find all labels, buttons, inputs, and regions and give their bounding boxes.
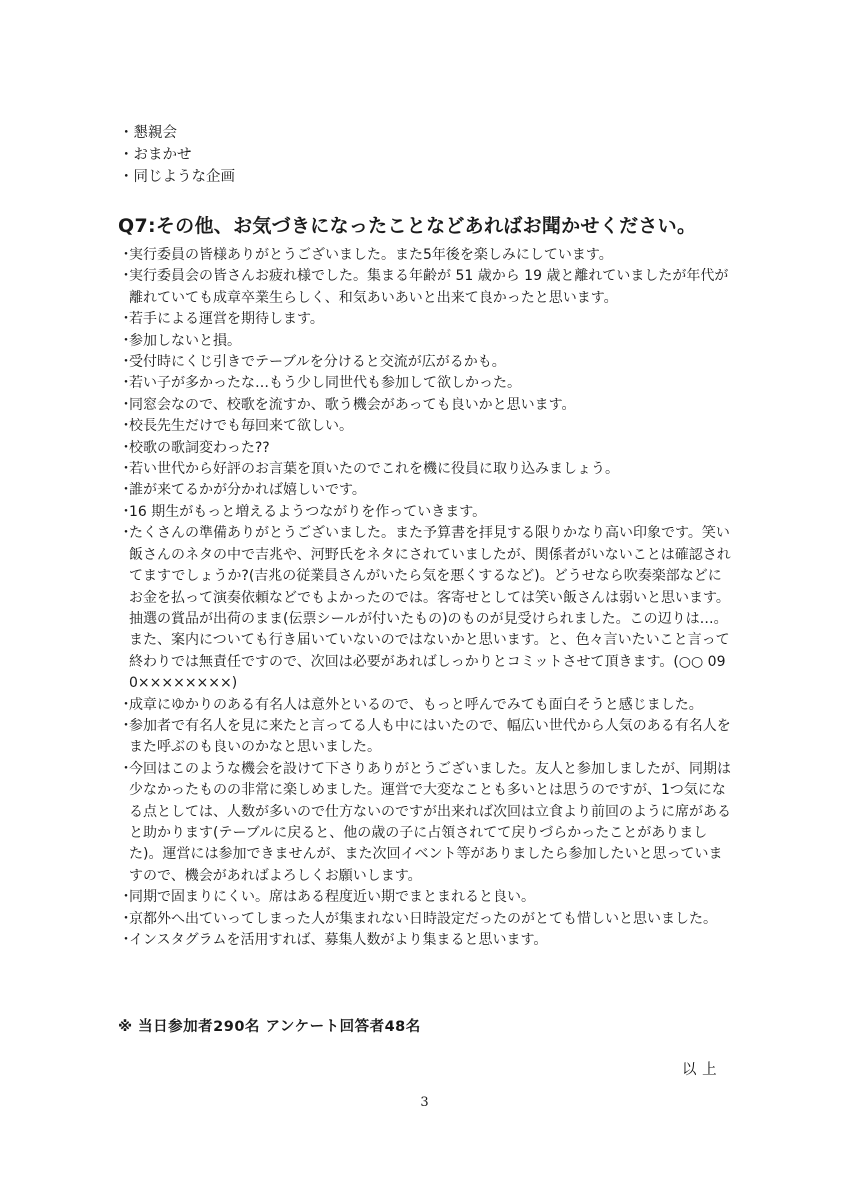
bullet-mark: ・ xyxy=(119,396,133,413)
answer-item xyxy=(119,395,733,416)
answer-text: 16 期生がもっと増えるようつながりを作っていきます。 xyxy=(129,503,487,520)
bullet-mark: ・ xyxy=(119,717,133,734)
answer-text: 受付時にくじ引きでテーブルを分けると交流が広がるかも。 xyxy=(129,354,506,371)
bullet-mark: ・ xyxy=(119,760,133,777)
answer-text: 誰が来てるかが分かれば嬉しいです。 xyxy=(129,482,366,499)
answer-text: 若い世代から好評のお言葉を頂いたのでこれを機に役員に取り込みましょう。 xyxy=(129,461,619,478)
bullet-mark: ・ xyxy=(119,910,133,927)
answer-text: 校長先生だけでも毎回来て欲しい。 xyxy=(129,418,353,435)
closing-mark: 以 上 xyxy=(682,1062,718,1078)
answer-item xyxy=(119,695,733,716)
participant-summary: ※ 当日参加者290名 アンケート回答者48名 xyxy=(118,1019,421,1035)
answer-text: 参加者で有名人を見に来たと言ってる人も中にはいたので、幅広い世代から人気のある有名人をまた呼ぶのも良いのかなと思いました。 xyxy=(129,717,731,756)
answer-text: たくさんの準備ありがとうございました。また予算書を拝見する限りかなり高い印象です。笑い飯さんのネタの中で吉兆や、河野氏をネタにされていましたが、関係者がいないことは確認されてますでしょうか?(吉兆の従業員さんがいたら気を悪くするなど)。どうせなら吹奏楽部などにお金を払って演奏依頼などでもよかったのでは。客寄せとしては笑い飯さんは弱いと思います。抽選の賞品が出荷のまま(伝票シールが付いたもの)のものが見受けられました。この辺りは…。また、案内についても行き届いていないのではないかと思います。と、色々言いたいこと言って終わりでは無責任ですので、次回は必要があればしっかりとコミットさせて頂きます。(○○ 090××××××××) xyxy=(129,525,731,692)
answer-text: インスタグラムを活用すれば、募集人数がより集まると思います。 xyxy=(129,932,548,948)
answer-text: 実行委員の皆様ありがとうございました。また5年後を楽しみにしています。 xyxy=(129,247,613,263)
list-item: ・同じような企画 xyxy=(119,169,235,185)
bullet-mark: ・ xyxy=(119,889,133,906)
answer-item xyxy=(119,887,733,908)
bullet-mark: ・ xyxy=(119,332,133,349)
bullet-mark: ・ xyxy=(119,696,133,713)
answer-text: 若手による運営を期待します。 xyxy=(129,311,324,328)
bullet-mark: ・ xyxy=(119,247,133,263)
answer-item xyxy=(119,352,733,373)
answer-item xyxy=(119,459,733,480)
bullet-mark: ・ xyxy=(119,375,133,392)
answers-list xyxy=(119,245,733,951)
bullet-mark: ・ xyxy=(119,354,133,371)
answer-text: 参加しないと損。 xyxy=(129,332,241,349)
bullet-mark: ・ xyxy=(119,439,133,456)
answer-text: 同期で固まりにくい。席はある程度近い期でまとまれると良い。 xyxy=(129,889,535,906)
answer-item xyxy=(119,245,733,266)
bullet-mark: ・ xyxy=(119,482,133,499)
answer-text: 同窓会なので、校歌を流すか、歌う機会があっても良いかと思います。 xyxy=(129,396,576,413)
bullet-mark: ・ xyxy=(119,311,133,328)
answer-item xyxy=(119,523,733,694)
answer-item xyxy=(119,909,733,930)
answer-text: 京都外へ出ていってしまった人が集まれない日時設定だったのがとても惜しいと思いました。 xyxy=(129,910,717,927)
bullet-mark: ・ xyxy=(119,461,133,478)
question-heading: Q7:その他、お気づきになったことなどあればお聞かせください。 xyxy=(118,215,697,237)
answer-item xyxy=(119,373,733,394)
list-item: ・懇親会 xyxy=(119,125,177,141)
answer-item xyxy=(119,930,733,951)
answer-item xyxy=(119,331,733,352)
answer-text: 実行委員会の皆さんお疲れ様でした。集まる年齢が 51 歳から 19 歳と離れていましたが年代が離れていても成章卒業生らしく、和気あいあいと出来て良かったと思います。 xyxy=(129,268,729,306)
answer-item xyxy=(119,716,733,759)
answer-item xyxy=(119,438,733,459)
bullet-mark: ・ xyxy=(119,503,133,520)
page-number: 3 xyxy=(420,1095,429,1110)
previous-answers-list xyxy=(119,122,235,188)
list-item: ・おまかせ xyxy=(119,147,192,163)
bullet-mark: ・ xyxy=(119,932,133,948)
answer-item xyxy=(119,759,733,887)
answer-item xyxy=(119,480,733,501)
answer-item xyxy=(119,309,733,330)
bullet-mark: ・ xyxy=(119,268,133,285)
bullet-mark: ・ xyxy=(119,418,133,435)
answer-item xyxy=(119,502,733,523)
answer-text: 今回はこのような機会を設けて下さりありがとうございました。友人と参加しましたが、同期は少なかったものの非常に楽しめました。運営で大変なことも多いとは思うのですが、1つ気になる点としては、人数が多いので仕方ないのですが出来れば次回は立食より前回のように席があると助かります(テーブルに戻ると、他の歳の子に占領されてて戻りづらかったことがありました)。運営には参加できませんが、また次回イベント等がありましたら参加したいと思っていますので、機会があればよろしくお願いします。 xyxy=(129,760,731,884)
answer-text: 若い子が多かったな…もう少し同世代も参加して欲しかった。 xyxy=(129,375,521,392)
answer-text: 校歌の歌詞変わった?? xyxy=(129,439,270,456)
answer-item xyxy=(119,266,733,309)
bullet-mark: ・ xyxy=(119,525,133,542)
answer-item xyxy=(119,416,733,437)
answer-text: 成章にゆかりのある有名人は意外といるので、もっと呼んでみても面白そうと感じました。 xyxy=(129,696,703,713)
